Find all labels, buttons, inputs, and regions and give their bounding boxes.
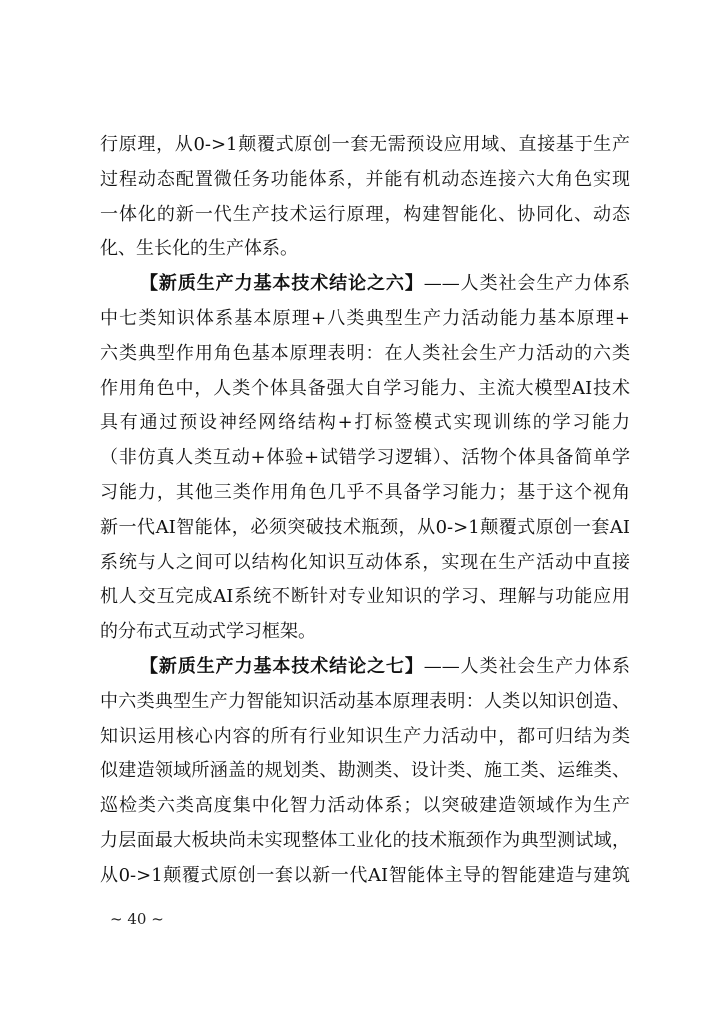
text-line: 习能力，其他三类作用角色几乎不具备学习能力；基于这个视角 [100, 481, 630, 503]
paragraph-conclusion-seven [100, 650, 630, 894]
heading-continuation: ——人类社会生产力体系 [423, 273, 630, 295]
text-line: 化、生长化的生产体系。 [100, 238, 298, 260]
text-line: （非仿真人类互动+体验+试错学习逻辑）、活物个体具备简单学 [100, 447, 630, 469]
conclusion-heading: 【新质生产力基本技术结论之七】 [140, 655, 424, 677]
text-line: 机人交互完成AI系统不断针对专业知识的学习、理解与功能应用 [100, 586, 630, 608]
text-line: 新一代AI智能体，必须突破技术瓶颈，从0->1颠覆式原创一套AI [100, 516, 630, 538]
text-line: 知识运用核心内容的所有行业知识生产力活动中，都可归结为类 [100, 725, 630, 747]
text-line: 似建造领域所涵盖的规划类、勘测类、设计类、施工类、运维类、 [100, 760, 630, 782]
text-line: 过程动态配置微任务功能体系，并能有机动态连接六大角色实现 [100, 168, 630, 190]
text-line: 中六类典型生产力智能知识活动基本原理表明：人类以知识创造、 [100, 690, 630, 712]
body-text [100, 128, 630, 894]
paragraph-continuation [100, 128, 630, 267]
text-line: 中七类知识体系基本原理+八类典型生产力活动能力基本原理+ [100, 307, 630, 329]
page-number: ~ 40 ~ [110, 910, 164, 928]
text-line: 力层面最大板块尚未实现整体工业化的技术瓶颈作为典型测试域， [100, 829, 630, 851]
text-line: 具有通过预设神经网络结构+打标签模式实现训练的学习能力 [100, 412, 630, 434]
text-line: 巡检类六类高度集中化智力活动体系；以突破建造领域作为生产 [100, 795, 630, 817]
text-line: 从0->1颠覆式原创一套以新一代AI智能体主导的智能建造与建筑 [100, 864, 630, 886]
text-line: 系统与人之间可以结构化知识互动体系，实现在生产活动中直接 [100, 551, 630, 573]
text-line [100, 267, 630, 302]
text-line: 行原理，从0->1颠覆式原创一套无需预设应用域、直接基于生产 [100, 134, 630, 155]
text-line [100, 650, 630, 685]
text-line: 一体化的新一代生产技术运行原理，构建智能化、协同化、动态 [100, 203, 630, 225]
heading-continuation: ——人类社会生产力体系 [423, 655, 630, 677]
text-line: 作用角色中，人类个体具备强大自学习能力、主流大模型AI技术 [100, 377, 630, 399]
conclusion-heading: 【新质生产力基本技术结论之六】 [140, 273, 424, 295]
paragraph-conclusion-six [100, 267, 630, 650]
text-line: 六类典型作用角色基本原理表明：在人类社会生产力活动的六类 [100, 342, 630, 364]
text-line: 的分布式互动式学习框架。 [100, 621, 316, 643]
